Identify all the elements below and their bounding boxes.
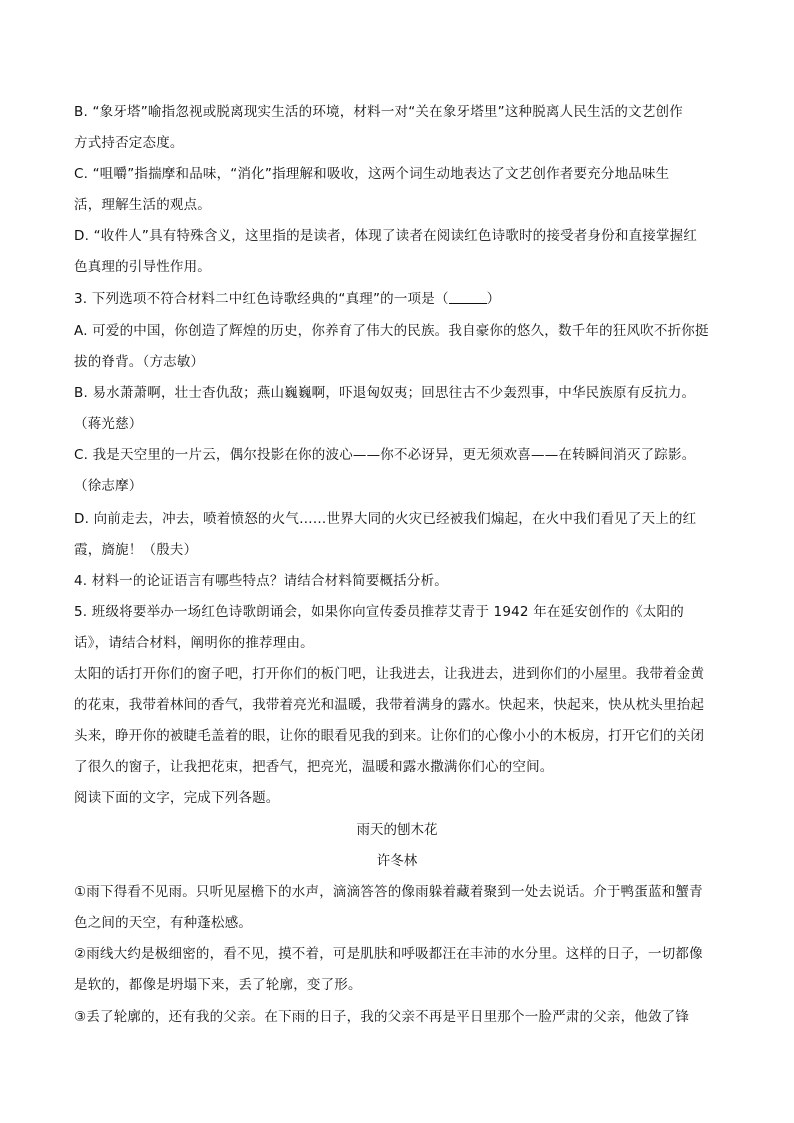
option-d-line-2: 色真理的引导性作用。 xyxy=(74,259,211,275)
poem-line-4: 了很久的窗子，让我把花束，把香气，把亮光，温暖和露水撒满你们心的空间。 xyxy=(74,759,554,775)
q3-option-d-line-2: 霞，旖旎！（殷夫） xyxy=(74,542,198,558)
q3-option-c-line-2: （徐志摩） xyxy=(74,478,143,494)
question-3 xyxy=(74,289,500,309)
option-b-line-1: B. “象牙塔”喻指忽视或脱离现实生活的环境，材料一对“关在象牙塔里”这种脱离人民生活的文艺创作 xyxy=(74,104,683,120)
q3-option-c-line-1: C. 我是天空里的一片云，偶尔投影在你的波心——你不必讶异，更无须欢喜——在转瞬间消灭了踪影。 xyxy=(74,447,696,463)
option-b-line-2: 方式持否定态度。 xyxy=(74,135,184,151)
article-title: 雨天的刨木花 xyxy=(356,822,438,838)
q3-option-a-line-2: 拔的脊背。（方志敏） xyxy=(74,354,205,370)
paragraph-2-line-1: ②雨线大约是极细密的，看不见，摸不着，可是肌肤和呼吸都汪在丰沛的水分里。这样的日子，一切都像 xyxy=(74,946,703,962)
question-3-close: ） xyxy=(486,291,501,307)
poem-line-3: 头来，睁开你的被睫毛盖着的眼，让你的眼看见我的到来。让你们的心像小小的木板房，打开它们的关闭 xyxy=(74,728,705,744)
question-5-line-2: 话》，请结合材料，阐明你的推荐理由。 xyxy=(74,635,314,651)
question-4: 4. 材料一的论证语言有哪些特点？请结合材料简要概括分析。 xyxy=(74,573,448,589)
option-c-line-2: 活，理解生活的观点。 xyxy=(74,197,211,213)
option-d-line-1: D. “收件人”具有特殊含义，这里指的是读者，体现了读者在阅读红色诗歌时的接受者身份和直接掌握红 xyxy=(74,228,698,244)
paragraph-1-line-2: 色之间的天空，有种蓬松感。 xyxy=(74,915,253,931)
answer-blank[interactable] xyxy=(449,291,487,304)
option-c-line-1: C. “咀嚼”指揣摩和品味，“消化”指理解和吸收，这两个词生动地表达了文艺创作者要充分地品味生 xyxy=(74,166,670,182)
reading-instruction: 阅读下面的文字，完成下列各题。 xyxy=(74,790,280,806)
q3-option-b-line-2: （蒋光慈） xyxy=(74,416,143,432)
q3-option-a-line-1: A. 可爱的中国，你创造了辉煌的历史，你养育了伟大的民族。我自豪你的悠久，数千年的狂风吹不折你挺 xyxy=(74,323,709,339)
question-5-line-1: 5. 班级将要举办一场红色诗歌朗诵会，如果你向宣传委员推荐艾青于 1942 年在延安创作的《太阳的 xyxy=(74,604,684,620)
question-3-text: 3. 下列选项不符合材料二中红色诗歌经典的“真理”的一项是（ xyxy=(74,291,449,307)
paragraph-3-line-1: ③丢了轮廓的，还有我的父亲。在下雨的日子，我的父亲不再是平日里那个一脸严肃的父亲，他敛了锋 xyxy=(74,1009,690,1025)
paragraph-1-line-1: ①雨下得看不见雨。只听见屋檐下的水声，滴滴答答的像雨躲着藏着聚到一处去说话。介于鸭蛋蓝和蟹青 xyxy=(74,884,703,900)
poem-line-1: 太阳的话打开你们的窗子吧，打开你们的板门吧，让我进去，让我进去，进到你们的小屋里。我带着金黄 xyxy=(74,666,705,682)
q3-option-b-line-1: B. 易水萧萧啊，壮士杳仇敌；燕山巍巍啊，吓退匈奴夷；回思往古不少轰烈事，中华民族原有反抗力。 xyxy=(74,385,696,401)
paragraph-2-line-2: 是软的，都像是坍塌下来，丢了轮廓，变了形。 xyxy=(74,977,362,993)
article-author: 许冬林 xyxy=(376,853,418,869)
poem-line-2: 的花束，我带着林间的香气，我带着亮光和温暖，我带着满身的露水。快起来，快起来，快从枕头里抬起 xyxy=(74,697,705,713)
q3-option-d-line-1: D. 向前走去，冲去，喷着愤怒的火气……世界大同的火灾已经被我们煽起，在火中我们看见了天上的红 xyxy=(74,511,697,527)
